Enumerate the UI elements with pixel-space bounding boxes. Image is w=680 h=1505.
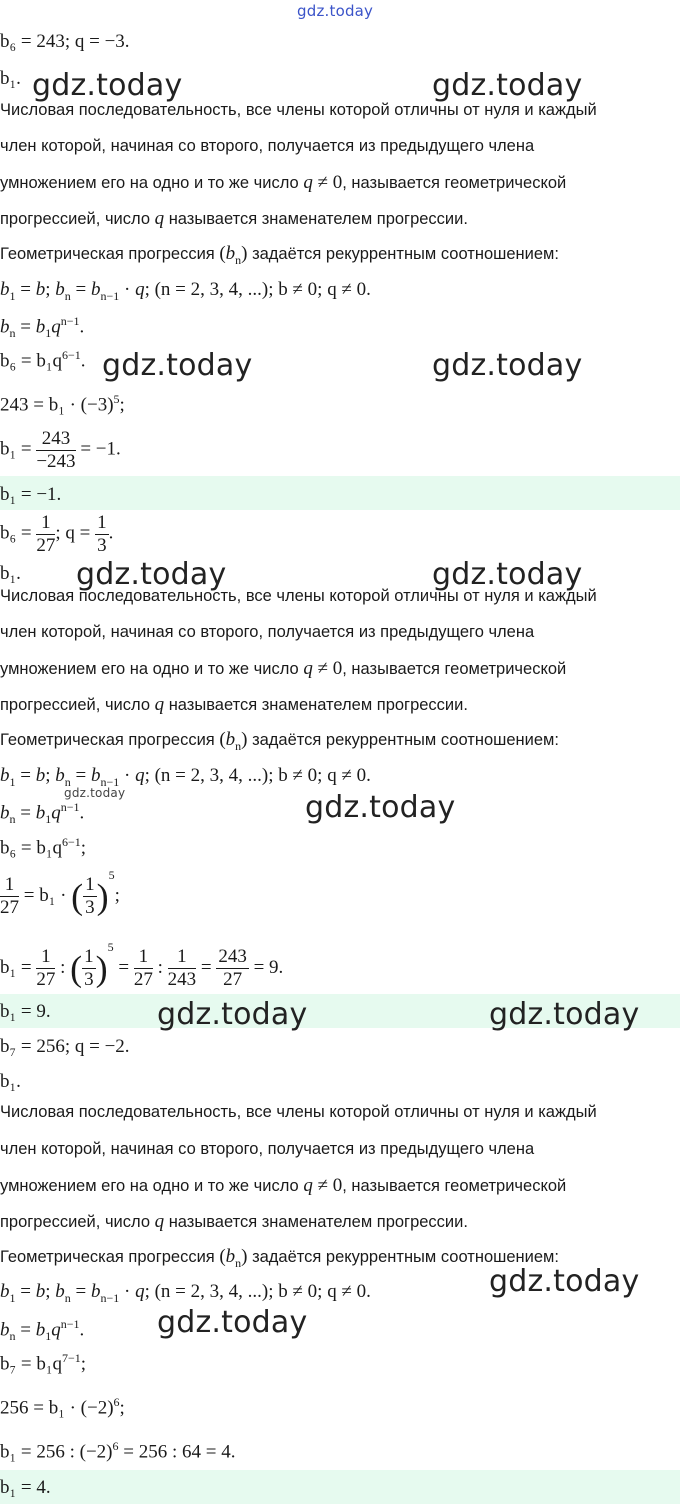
watermark: gdz.today: [305, 790, 456, 825]
general-term-formula: $b_n = b_1q^{n-1}$.: [0, 314, 85, 341]
watermark: gdz.today: [489, 997, 640, 1032]
definition-line: умножением его на одно и то же число q ≠ 0, называется геометрической: [0, 1175, 567, 1196]
definition-line: прогрессией, число q называется знаменателем прогрессии.: [0, 208, 468, 229]
definition-line: член которой, начиная со второго, получается из предыдущего члена: [0, 137, 535, 155]
given-line: b₆ = 243; q = −3.: [0, 31, 130, 52]
definition-line: умножением его на одно и то же число q ≠ 0, называется геометрической: [0, 172, 567, 193]
solution-step: b₁ = 256 : $(-2)^6 = 256$ : 64 = 4.: [0, 1439, 236, 1463]
solution-step: $b_6 = b_1q^{6-1}$.: [0, 348, 86, 372]
definition-line: умножением его на одно и то же число q ≠ 0, называется геометрической: [0, 658, 567, 679]
answer-line: b₁ = 4.: [0, 1477, 51, 1498]
given-line: b₆ = $\frac{1}{27}$ ; q = $\frac{1}{3}$ .: [0, 512, 114, 556]
definition-line: Числовая последовательность, все члены которой отличны от нуля и каждый: [0, 1103, 597, 1121]
answer-line: b₁ = 9.: [0, 1001, 51, 1022]
definition-line: прогрессией, число q называется знаменателем прогрессии.: [0, 1211, 468, 1232]
definition-line: прогрессией, число q называется знаменателем прогрессии.: [0, 694, 468, 715]
definition-line: член которой, начиная со второго, получается из предыдущего члена: [0, 623, 535, 641]
solution-step: $256 = b_1 \cdot (-2)^6$;: [0, 1395, 125, 1419]
definition-line: Геометрическая прогрессия $(b_n)$ задаётся рекуррентным соотношением:: [0, 243, 559, 267]
definition-line: Геометрическая прогрессия $(b_n)$ задаётся рекуррентным соотношением:: [0, 1246, 559, 1270]
answer-line: b₁ = −1.: [0, 484, 62, 505]
solution-step: $243 = b_1 \cdot (-3)^5$;: [0, 392, 125, 416]
watermark: gdz.today: [102, 348, 253, 383]
watermark: gdz.today: [489, 1264, 640, 1299]
definition-line: Геометрическая прогрессия $(b_n)$ задаётся рекуррентным соотношением:: [0, 729, 559, 753]
recurrence-formula: $b_1 = b$; $b_n = b_{n-1} \cdot q$; (n = 2, 3, 4, ...); b ≠ 0; q ≠ 0.: [0, 1281, 371, 1305]
definition-line: Числовая последовательность, все члены которой отличны от нуля и каждый: [0, 101, 597, 119]
watermark: gdz.today: [432, 68, 583, 103]
find-line: b₁.: [0, 1071, 21, 1092]
given-line: b₇ = 256; q = −2.: [0, 1036, 130, 1057]
general-term-formula: $b_n = b_1q^{n-1}$.: [0, 800, 85, 827]
find-line: b₁.: [0, 68, 21, 89]
definition-line: член которой, начиная со второго, получается из предыдущего члена: [0, 1140, 535, 1158]
find-line: b₁.: [0, 563, 21, 584]
watermark: gdz.today: [157, 997, 308, 1032]
solution-step: $\frac{1}{27}$ = b₁ · ( $\frac{1}{3}$ )$^5$;: [0, 868, 120, 919]
solution-step: b₁ = $\frac{1}{27}$ : ( $\frac{1}{3}$ )$^5$ = $\frac{1}{27}$ : $\frac{1}{243}$ = $\frac{243}{27}$ = 9.: [0, 940, 284, 991]
watermark: gdz.today: [432, 557, 583, 592]
watermark: gdz.today: [432, 348, 583, 383]
solution-step: $b_7 = b_1q^{7-1}$;: [0, 1351, 87, 1375]
watermark: gdz.today: [76, 557, 227, 592]
solution-step: $b_6 = b_1q^{6-1}$;: [0, 835, 87, 859]
watermark-top: gdz.today: [297, 2, 374, 20]
recurrence-formula: $b_1 = b$; $b_n = b_{n-1} \cdot q$; (n = 2, 3, 4, ...); b ≠ 0; q ≠ 0.: [0, 279, 371, 303]
definition-line: Числовая последовательность, все члены которой отличны от нуля и каждый: [0, 587, 597, 605]
watermark: gdz.today: [32, 68, 183, 103]
watermark: gdz.today: [64, 786, 126, 800]
watermark: gdz.today: [157, 1305, 308, 1340]
general-term-formula: $b_n = b_1q^{n-1}$.: [0, 1317, 85, 1344]
recurrence-formula: $b_1 = b$; $b_n = b_{n-1} \cdot q$; (n = 2, 3, 4, ...); b ≠ 0; q ≠ 0.: [0, 765, 371, 789]
solution-step: b₁ = $\frac{243}{-243}$ = −1.: [0, 428, 121, 472]
